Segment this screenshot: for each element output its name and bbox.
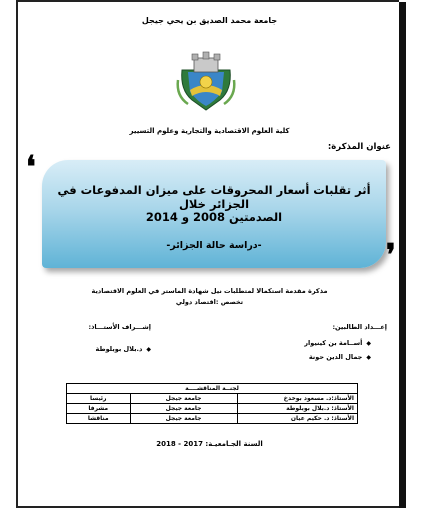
committee-member-institution: جامعة جيجل [130,394,237,404]
bullet-icon: ◆ [146,346,151,353]
university-name: جامعة محمد الصديق بن يحي جيجل [141,16,278,25]
memo-description: مذكرة مقدمة استكمالا لمتطلبات نيل شهادة الماستر في العلوم الاقتصادية [91,287,328,295]
committee-member-name: الأستاذ:د. مسعود بوخدخ [237,394,357,404]
table-row [67,404,358,414]
bullet-icon: ◆ [366,354,371,361]
page-edge-shadow [399,2,406,508]
committee-member-name: الأستاذ: د.بلال بوبلوطة [237,404,357,414]
bullet-icon: ◆ [366,340,371,347]
supervisor-name: ◆د.بلال بوبلوطة [95,345,151,353]
thesis-title-label: عنوان المذكرة: [327,142,391,152]
faculty-name: كلية العلوم الاقتصادية والتجارية وعلوم التسيير [129,127,290,135]
academic-year: السنة الجـامعيـة: 2017 - 2018 [156,440,263,448]
committee-member-role: مناقشا [67,414,131,424]
university-emblem-icon [174,50,238,112]
supervisor-label: إشـــراف الأستـــاذ: [88,323,151,331]
open-quote-icon: ❛ [26,150,36,185]
student-name: ◆جمال الدين حونة [308,353,371,361]
case-study-subtitle: -دراسة حالة الجزائر- [166,240,262,251]
specialization: تخصص :اقتصاد دولي [175,298,244,306]
table-row [67,414,358,424]
table-row [67,394,358,404]
committee-table [66,383,358,424]
student-name: ◆أســامة بن كينيوار [304,339,371,347]
committee-member-role: رئيسا [67,394,131,404]
students-label: إعـــداد الطالبين: [332,323,387,331]
committee-member-role: مشرفا [67,404,131,414]
thesis-title-line2: الصدمتين 2008 و 2014 [145,210,283,224]
thesis-title-line1: أثر تقلبات أسعار المحروقات على ميزان المدفوعات في الجزائر خلال [57,183,371,211]
committee-title: لجنــة المناقشــــة [67,384,358,394]
committee-member-institution: جامعة جيجل [130,404,237,414]
close-quote-icon: ❜ [386,238,396,273]
thesis-cover-page [16,0,399,508]
committee-member-name: الأستاذ: د. حكيم عيان [237,414,357,424]
committee-member-institution: جامعة جيجل [130,414,237,424]
